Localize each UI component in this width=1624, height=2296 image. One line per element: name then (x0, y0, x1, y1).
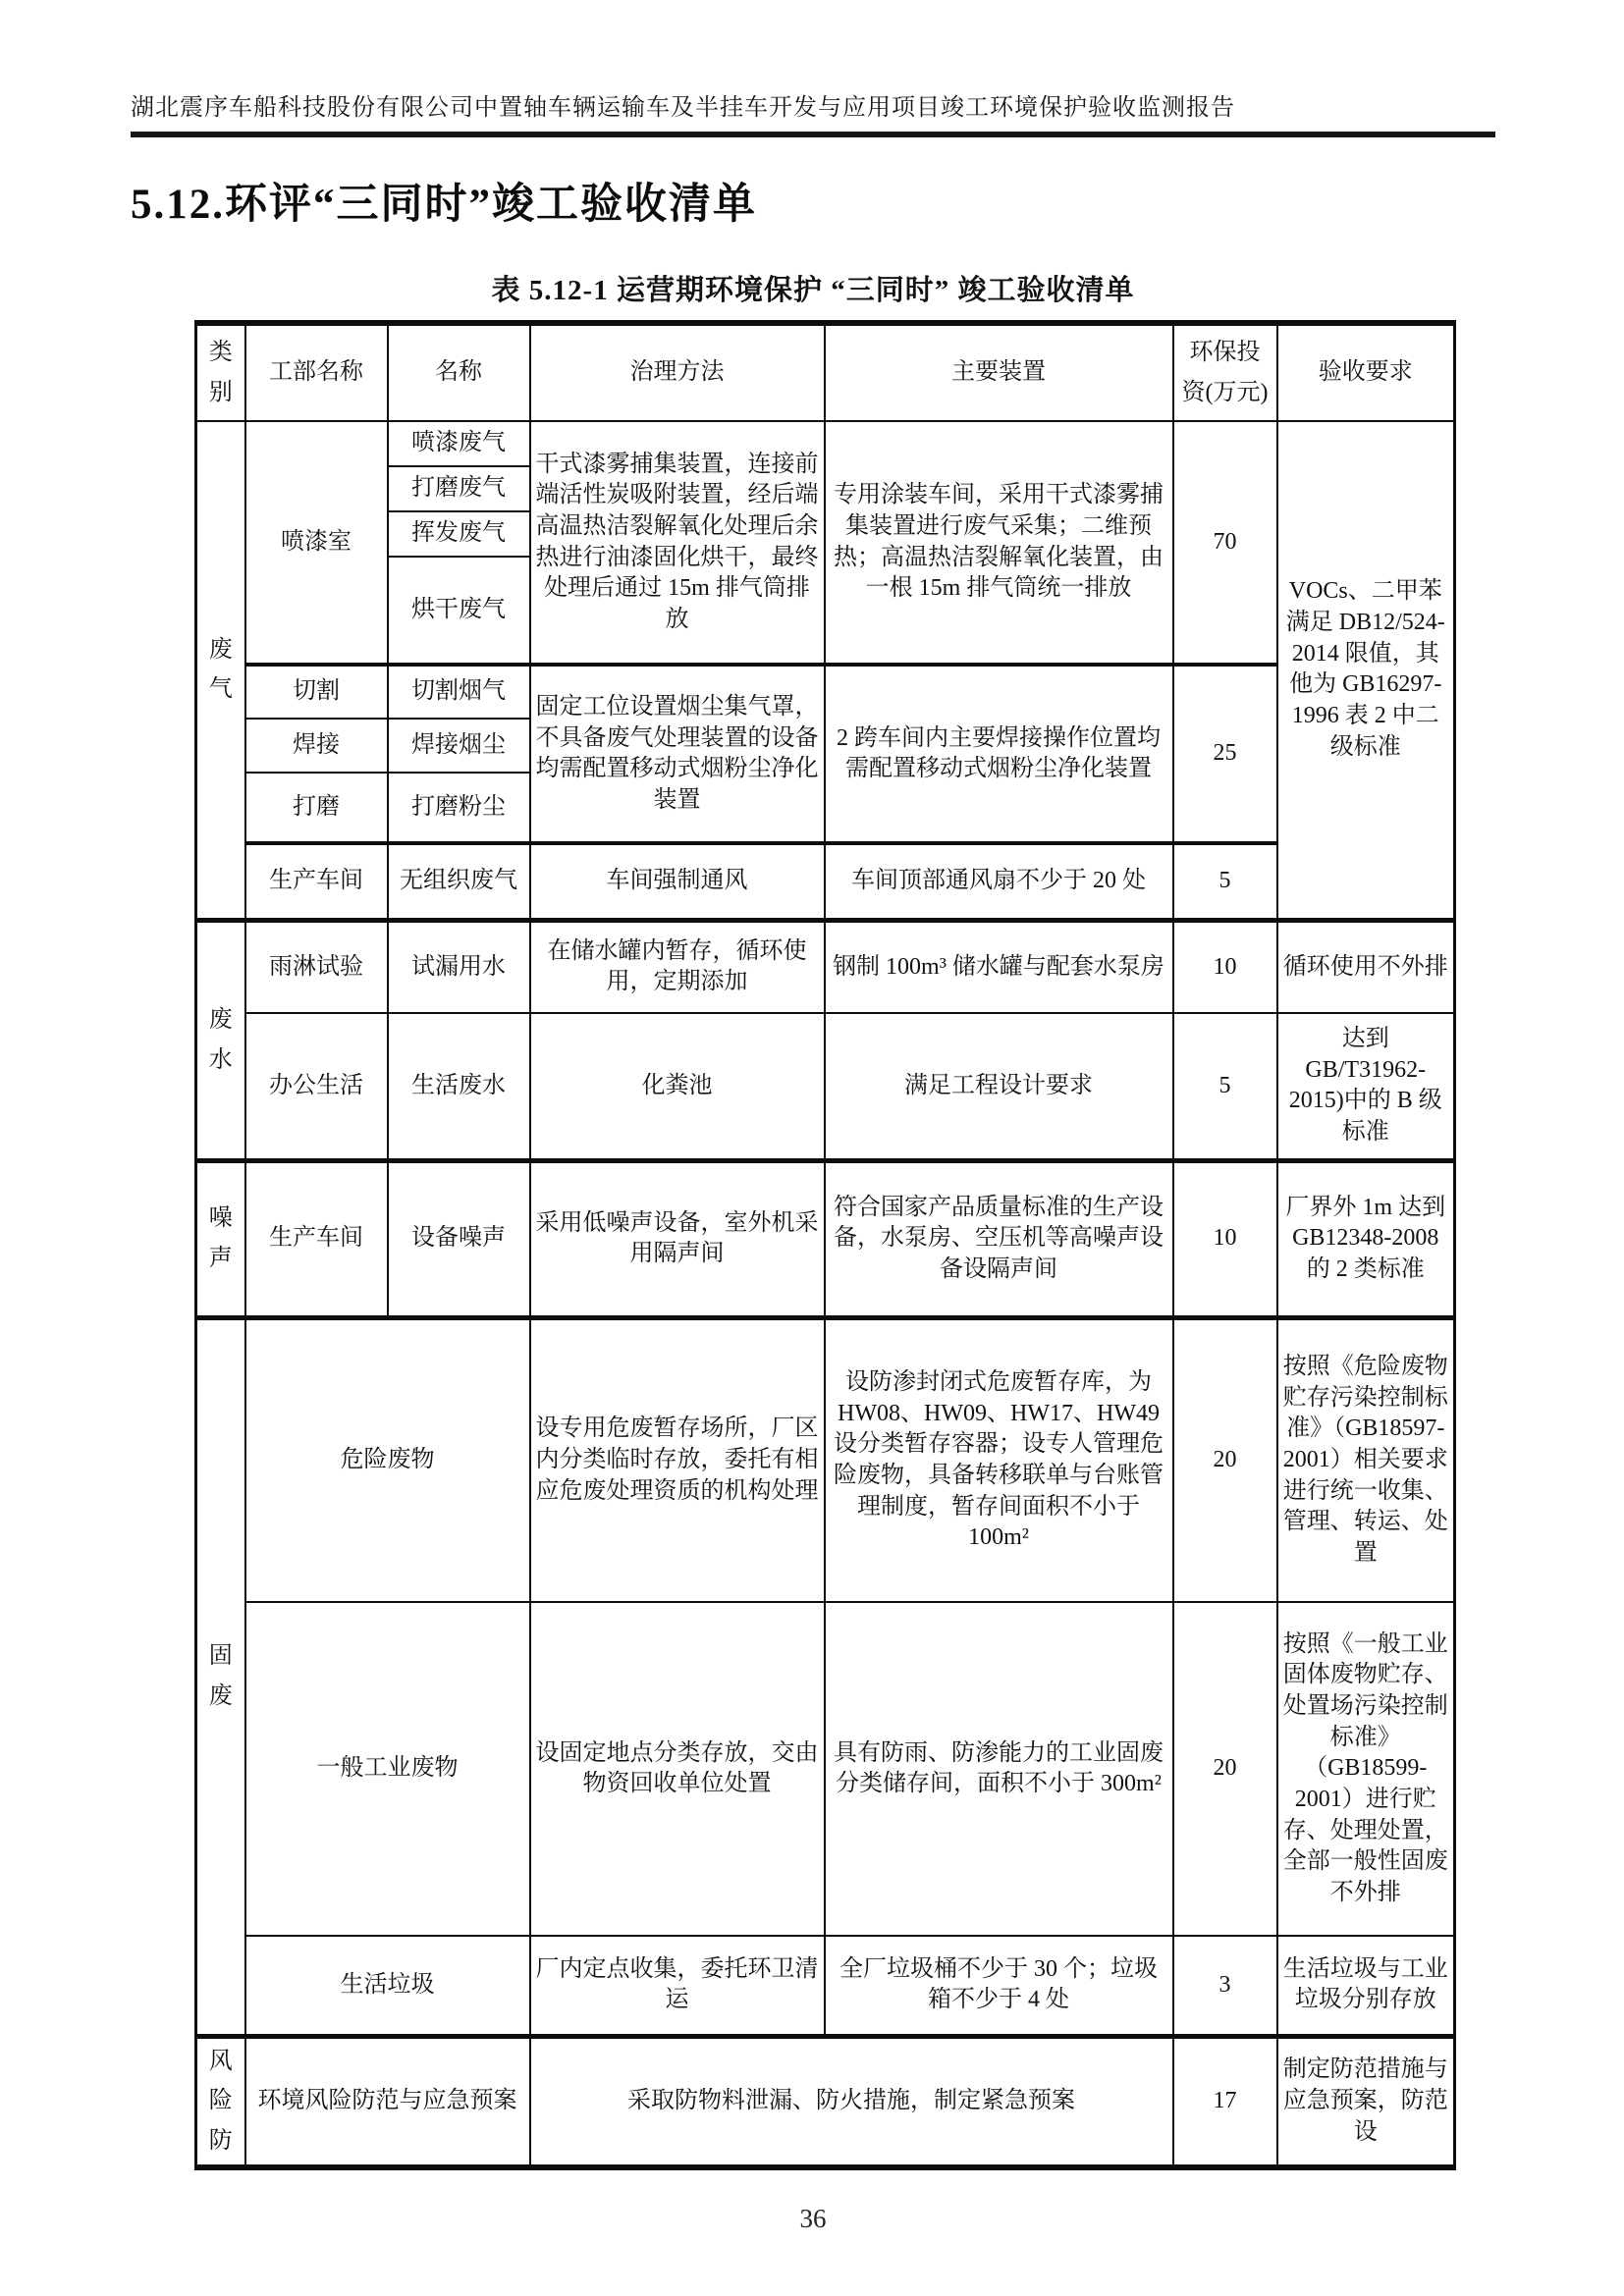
table-caption: 表 5.12-1 运营期环境保护 “三同时” 竣工验收清单 (491, 275, 1135, 307)
cell-welding: 焊接 (245, 719, 388, 773)
cell-office-requirement: 达到 GB/T31962-2015)中的 B 级标准 (1277, 1013, 1455, 1160)
cell-paint-equipment: 专用涂装车间，采用干式漆雾捕集装置进行废气采集；二维预热；高温热洁裂解氧化装置，由一根 15m 排气筒统一排放 (825, 421, 1173, 665)
header-row (196, 323, 1455, 421)
cell-general-requirement: 按照《一般工业固体废物贮存、处置场污染控制标准》（GB18599-2001）进行贮存、处理处置，全部一般性固废不外排 (1277, 1602, 1455, 1936)
cell-workshop-method: 车间强制通风 (530, 843, 825, 920)
cell-rain-equipment: 钢制 100m³ 储水罐与配套水泵房 (825, 920, 1173, 1013)
cell-noise-workshop: 生产车间 (245, 1160, 388, 1317)
cell-paint-investment: 70 (1173, 421, 1277, 665)
cell-general-equipment: 具有防雨、防渗能力的工业固废分类储存间，面积不小于 300m² (825, 1602, 1173, 1936)
cell-cutting-equipment: 2 跨车间内主要焊接操作位置均需配置移动式烟粉尘净化装置 (825, 665, 1173, 843)
cell-domestic-sewage: 生活废水 (388, 1013, 530, 1160)
col-header-department: 工部名称 (245, 323, 388, 421)
cell-general-method: 设固定地点分类存放，交由物资回收单位处置 (530, 1602, 825, 1936)
cell-rain-requirement: 循环使用不外排 (1277, 920, 1455, 1013)
table-row (196, 2036, 1455, 2167)
cell-workshop-investment: 5 (1173, 843, 1277, 920)
cell-garbage-method: 厂内定点收集，委托环卫清运 (530, 1936, 825, 2036)
col-header-equipment: 主要装置 (825, 323, 1173, 421)
cell-risk-method: 采取防物料泄漏、防火措施，制定紧急预案 (530, 2036, 1173, 2167)
cell-garbage-requirement: 生活垃圾与工业垃圾分别存放 (1277, 1936, 1455, 2036)
cell-hazardous-requirement: 按照《危险废物贮存污染控制标准》（GB18597-2001）相关要求进行统一收集、管理、转运、处置 (1277, 1317, 1455, 1602)
table-row (196, 1160, 1455, 1317)
cell-welding-dust: 焊接烟尘 (388, 719, 530, 773)
table-row (196, 1317, 1455, 1602)
col-header-category: 类别 (196, 323, 245, 421)
table-row (196, 1013, 1455, 1160)
cell-rain-investment: 10 (1173, 920, 1277, 1013)
cell-category-waste-gas: 废气 (196, 421, 245, 920)
cell-general-waste: 一般工业废物 (245, 1602, 530, 1936)
cell-rain-test: 雨淋试验 (245, 920, 388, 1013)
col-header-method: 治理方法 (530, 323, 825, 421)
cell-risk-investment: 17 (1173, 2036, 1277, 2167)
cell-category-risk: 风险防 (196, 2036, 245, 2167)
cell-paint-gas-1: 喷漆废气 (388, 421, 530, 466)
cell-category-waste-water: 废水 (196, 920, 245, 1160)
cell-cutting-gas: 切割烟气 (388, 665, 530, 719)
cell-cutting-method: 固定工位设置烟尘集气罩，不具备废气处理装置的设备均需配置移动式烟粉尘净化装置 (530, 665, 825, 843)
cell-category-solid-waste: 固废 (196, 1317, 245, 2036)
table-row (196, 920, 1455, 1013)
col-header-name: 名称 (388, 323, 530, 421)
cell-noise-investment: 10 (1173, 1160, 1277, 1317)
cell-noise-method: 采用低噪声设备，室外机采用隔声间 (530, 1160, 825, 1317)
cell-hazardous-waste: 危险废物 (245, 1317, 530, 1602)
cell-garbage-equipment: 全厂垃圾桶不少于 30 个；垃圾箱不少于 4 处 (825, 1936, 1173, 2036)
running-header: 湖北震序车船科技股份有限公司中置轴车辆运输车及半挂车开发与应用项目竣工环境保护验收监测报告 (131, 93, 1495, 137)
table-row (196, 1936, 1455, 2036)
cell-rain-method: 在储水罐内暂存，循环使用，定期添加 (530, 920, 825, 1013)
cell-office-equipment: 满足工程设计要求 (825, 1013, 1173, 1160)
col-header-requirement: 验收要求 (1277, 323, 1455, 421)
cell-equipment-noise: 设备噪声 (388, 1160, 530, 1317)
cell-garbage-investment: 3 (1173, 1936, 1277, 2036)
table-row (196, 1602, 1455, 1936)
cell-hazardous-investment: 20 (1173, 1317, 1277, 1602)
cell-domestic-garbage: 生活垃圾 (245, 1936, 530, 2036)
cell-cutting: 切割 (245, 665, 388, 719)
cell-office-life: 办公生活 (245, 1013, 388, 1160)
cell-noise-requirement: 厂界外 1m 达到 GB12348-2008 的 2 类标准 (1277, 1160, 1455, 1317)
cell-grinding-dust: 打磨粉尘 (388, 773, 530, 843)
cell-category-noise: 噪声 (196, 1160, 245, 1317)
cell-paint-method: 干式漆雾捕集装置，连接前端活性炭吸附装置，经后端高温热洁裂解氧化处理后余热进行油漆固化烘干，最终处理后通过 15m 排气筒排放 (530, 421, 825, 665)
cell-workshop-equipment: 车间顶部通风扇不少于 20 处 (825, 843, 1173, 920)
cell-office-investment: 5 (1173, 1013, 1277, 1160)
table-row (196, 421, 1455, 466)
table-row (196, 843, 1455, 920)
cell-general-investment: 20 (1173, 1602, 1277, 1936)
cell-paint-gas-2: 打磨废气 (388, 466, 530, 511)
cell-leak-water: 试漏用水 (388, 920, 530, 1013)
cell-noise-equipment: 符合国家产品质量标准的生产设备，水泵房、空压机等高噪声设备设隔声间 (825, 1160, 1173, 1317)
cell-waste-gas-requirement: VOCs、二甲苯满足 DB12/524-2014 限值，其他为 GB16297-1996 表 2 中二级标准 (1277, 421, 1455, 920)
cell-hazardous-method: 设专用危废暂存场所，厂区内分类临时存放，委托有相应危废处理资质的机构处理 (530, 1317, 825, 1602)
cell-hazardous-equipment: 设防渗封闭式危废暂存库，为 HW08、HW09、HW17、HW49 设分类暂存容器；设专人管理危险废物，具备转移联单与台账管理制度，暂存间面积不小于 100m² (825, 1317, 1173, 1602)
page-number: 36 (799, 2204, 827, 2234)
col-header-investment: 环保投资(万元) (1173, 323, 1277, 421)
cell-risk-plan: 环境风险防范与应急预案 (245, 2036, 530, 2167)
table-row (196, 665, 1455, 719)
cell-grinding: 打磨 (245, 773, 388, 843)
page-title: 5.12.环评“三同时”竣工验收清单 (131, 182, 757, 229)
acceptance-table (194, 320, 1456, 2170)
cell-cutting-investment: 25 (1173, 665, 1277, 843)
cell-risk-requirement: 制定防范措施与应急预案，防范设 (1277, 2036, 1455, 2167)
cell-fugitive-gas: 无组织废气 (388, 843, 530, 920)
cell-paint-gas-3: 挥发废气 (388, 511, 530, 557)
cell-workshop: 生产车间 (245, 843, 388, 920)
cell-paint-gas-4: 烘干废气 (388, 557, 530, 665)
cell-office-method: 化粪池 (530, 1013, 825, 1160)
cell-paint-room: 喷漆室 (245, 421, 388, 665)
